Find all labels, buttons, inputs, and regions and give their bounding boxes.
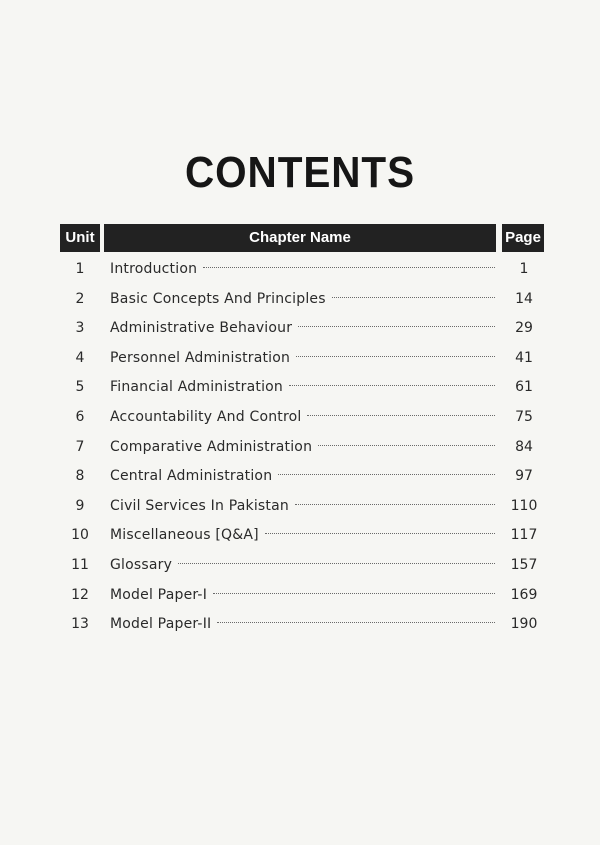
page-number: 190 xyxy=(510,616,538,633)
table-row xyxy=(0,610,600,640)
page-number: 75 xyxy=(515,408,533,425)
chapter-entry xyxy=(110,314,498,344)
dot-leader xyxy=(298,326,495,327)
table-row xyxy=(0,521,600,551)
unit-number: 8 xyxy=(75,468,85,485)
chapter-name: Administrative Behaviour xyxy=(110,320,293,337)
unit-number: 10 xyxy=(71,527,89,544)
table-row xyxy=(0,492,600,522)
table-row xyxy=(0,581,600,611)
table-row xyxy=(0,344,600,374)
page-number: 110 xyxy=(510,497,538,514)
table-row xyxy=(0,373,600,403)
page-number: 14 xyxy=(515,290,533,307)
chapter-entry xyxy=(110,403,498,433)
unit-column-header: Unit xyxy=(60,224,100,252)
dot-leader xyxy=(289,385,495,386)
page-number: 169 xyxy=(510,586,538,603)
chapter-name: Financial Administration xyxy=(110,379,283,396)
unit-number: 13 xyxy=(71,616,89,633)
dot-leader xyxy=(203,267,495,268)
chapter-name: Model Paper-I xyxy=(110,586,208,603)
page-number: 41 xyxy=(515,349,533,366)
dot-leader xyxy=(318,445,495,446)
page-number: 29 xyxy=(515,320,533,337)
unit-number: 1 xyxy=(75,261,85,277)
unit-number: 3 xyxy=(75,320,85,337)
chapter-name: Accountability And Control xyxy=(110,408,302,425)
table-row xyxy=(0,255,600,285)
table-row xyxy=(0,551,600,581)
dot-leader xyxy=(332,297,495,298)
page-number: 1 xyxy=(519,261,529,277)
page-number: 97 xyxy=(515,468,533,485)
dot-leader xyxy=(278,474,495,475)
chapter-entry xyxy=(110,551,498,581)
unit-number: 12 xyxy=(71,586,89,603)
chapter-entry xyxy=(110,373,498,403)
dot-leader xyxy=(265,533,495,534)
chapter-name: Basic Concepts And Principles xyxy=(110,290,326,307)
unit-number: 5 xyxy=(75,379,85,396)
contents-table xyxy=(0,255,600,640)
page-number: 84 xyxy=(515,438,533,455)
unit-number: 2 xyxy=(75,290,85,307)
table-row xyxy=(0,462,600,492)
chapter-entry xyxy=(110,521,498,551)
table-row xyxy=(0,433,600,463)
chapter-name: Model Paper-II xyxy=(110,616,212,633)
unit-number: 11 xyxy=(71,556,89,573)
chapter-entry xyxy=(110,433,498,463)
dot-leader xyxy=(217,622,495,623)
dot-leader xyxy=(296,356,495,357)
chapter-entry xyxy=(110,462,498,492)
chapter-name-column-header: Chapter Name xyxy=(104,224,496,252)
unit-number: 7 xyxy=(75,438,85,455)
unit-number: 6 xyxy=(75,408,85,425)
unit-number: 9 xyxy=(75,497,85,514)
page-number: 61 xyxy=(515,379,533,396)
dot-leader xyxy=(307,415,495,416)
chapter-entry xyxy=(110,344,498,374)
chapter-entry xyxy=(110,255,498,285)
page-title: CONTENTS xyxy=(185,148,415,197)
chapter-entry xyxy=(110,492,498,522)
chapter-name: Introduction xyxy=(110,261,198,277)
chapter-name: Central Administration xyxy=(110,468,273,485)
chapter-name: Glossary xyxy=(110,556,173,573)
chapter-entry xyxy=(110,581,498,611)
table-row xyxy=(0,403,600,433)
chapter-name: Personnel Administration xyxy=(110,349,291,366)
chapter-name: Miscellaneous [Q&A] xyxy=(110,527,259,544)
page-number: 157 xyxy=(510,556,538,573)
table-row xyxy=(0,314,600,344)
page-number: 117 xyxy=(510,527,538,544)
dot-leader xyxy=(213,593,495,594)
unit-number: 4 xyxy=(75,349,85,366)
table-row xyxy=(0,285,600,315)
chapter-entry xyxy=(110,610,498,640)
chapter-entry xyxy=(110,285,498,315)
chapter-name: Civil Services In Pakistan xyxy=(110,497,289,514)
dot-leader xyxy=(295,504,495,505)
dot-leader xyxy=(178,563,495,564)
chapter-name: Comparative Administration xyxy=(110,438,313,455)
page-column-header: Page xyxy=(502,224,544,252)
